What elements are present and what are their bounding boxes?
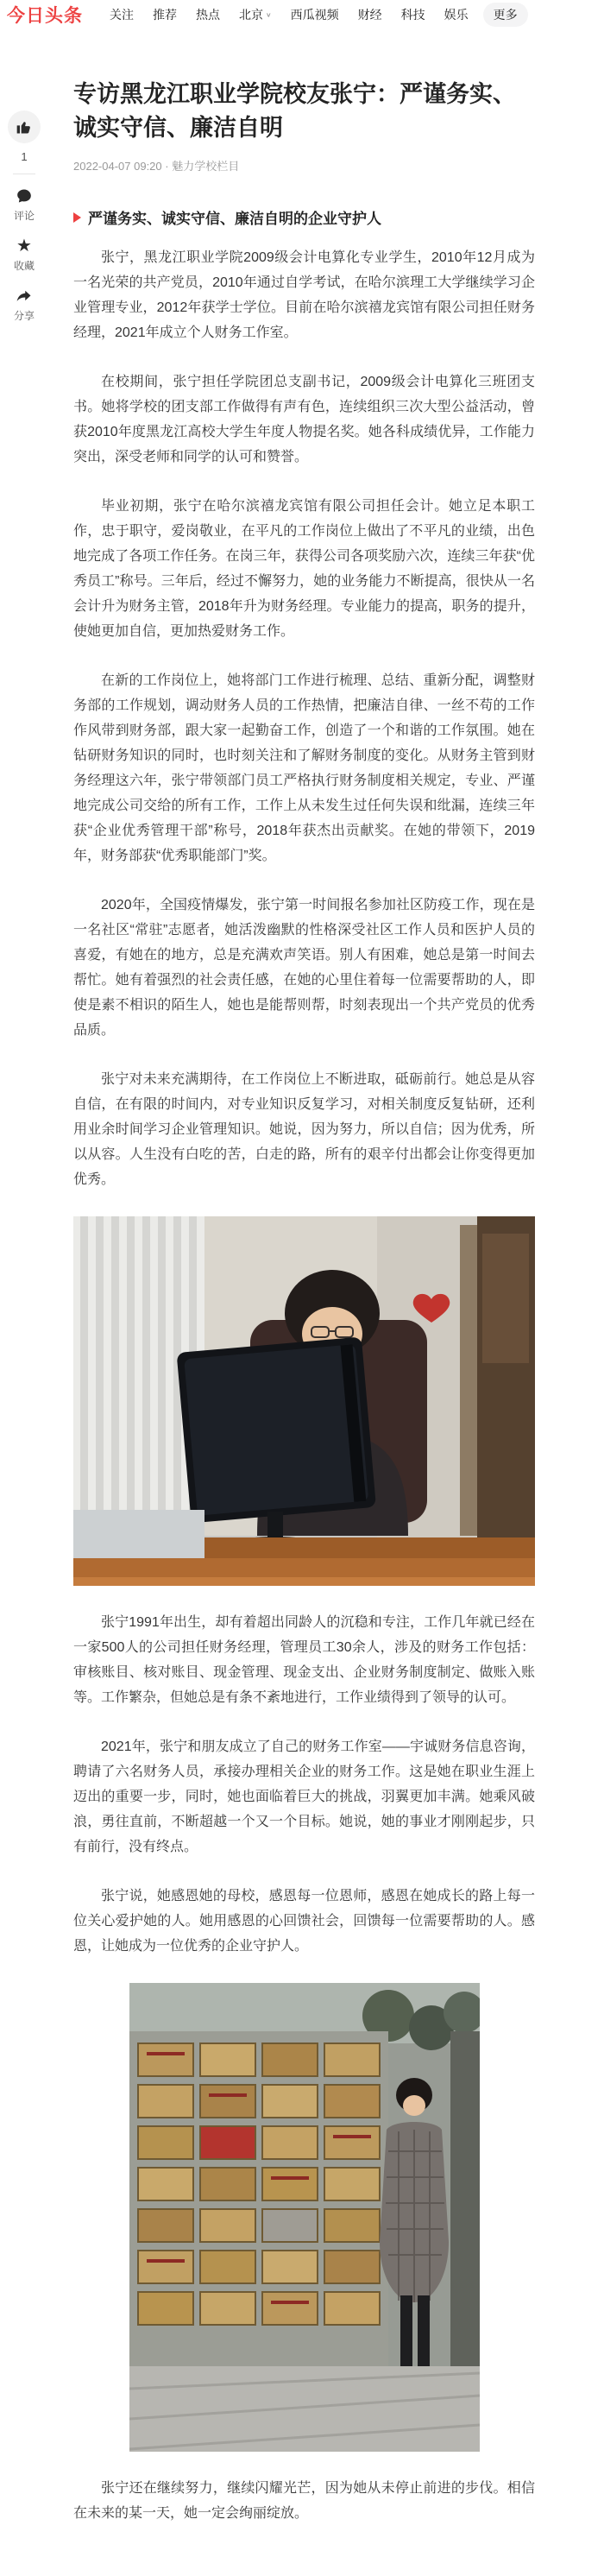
paragraph: 张宁1991年出生，却有着超出同龄人的沉稳和专注，工作几年就已经在一家500人的公司担任财务经理，管理员工30余人，涉及的财务工作包括：审核账目、核对账目、现金管理、现金支出、企业财务制度制定、做账入账等。工作繁杂，但她总是有条不紊地进行，工作业绩得到了领导的认可。 — [73, 1615, 535, 1705]
section-heading: 严谨务实、诚实守信、廉洁自明的企业守护人 — [73, 206, 535, 228]
paragraph: 2021年，张宁和朋友成立了自己的财务工作室——宇诚财务信息咨询，聘请了六名财务人员，承接办理相关企业的财务工作。这是她在职业生涯上迈出的重要一步，同时，她也面临着巨大的挑战，羽翼更加丰满。她乘风破浪，勇往直前，不断超越一个又一个目标。她说，她的事业才刚刚起步，只有前行，没有终点。 — [73, 1739, 535, 1854]
article-photo-plaques[interactable] — [129, 1983, 480, 2452]
paragraph: 张宁对未来充满期待，在工作岗位上不断进取，砥砺前行。她总是从容自信，在有限的时间内，对专业知识反复学习，对相关制度反复钻研，还利用业余时间学习企业管理知识。她说，因为努力，所以自信；因为优秀，所以从容。人生没有白吃的苦，白走的路，所有的艰辛付出都会让你变得更加优秀。 — [73, 1072, 535, 1187]
like-button[interactable] — [8, 110, 41, 143]
nav-links — [102, 3, 528, 27]
comment-label: 评论 — [13, 210, 35, 222]
chevron-down-icon: ∨ — [266, 10, 272, 18]
red-triangle-icon — [73, 212, 81, 223]
paragraph: 张宁说，她感恩她的母校，感恩每一位恩师，感恩在她成长的路上每一位关心爱护她的人。她用感恩的心回馈社会，回馈每一位需要帮助的人。感恩，让她成为一位优秀的企业守护人。 — [73, 1889, 535, 1954]
nav-item-entertainment[interactable]: 娱乐 — [444, 8, 469, 22]
nav-item-hot[interactable]: 热点 — [196, 8, 220, 22]
nav-item-follow[interactable]: 关注 — [110, 8, 134, 22]
nav-item-more[interactable]: 更多 — [483, 3, 528, 27]
article-meta: 2022-04-07 09:20 · 魅力学校栏目 — [73, 160, 240, 173]
share-label: 分享 — [13, 310, 35, 322]
favorite-label: 收藏 — [13, 260, 35, 272]
nav-item-recommend[interactable]: 推荐 — [153, 8, 177, 22]
paragraph: 在新的工作岗位上，她将部门工作进行梳理、总结、重新分配，调整财务部的工作规划，调动财务人员的工作热情，把廉洁自律、一丝不苟的工作作风带到财务部，跟大家一起勤奋工作，创造了一个和谐的工作氛围。她在钻研财务知识的同时，也时刻关注和了解财务制度的变化。从财务主管到财务经理这六年，张宁带领部门员工严格执行财务制度相关规定，专业、严谨地完成公司交给的所有工作，工作上从未发生过任何失误和纰漏，连续三年获“企业优秀管理干部”称号，2018年获杰出贡献奖。在她的带领下，2019年，财务部获“优秀职能部门”奖。 — [73, 673, 535, 863]
like-count: 1 — [21, 150, 28, 163]
share-icon — [15, 287, 34, 306]
nav-item-xigua-video[interactable]: 西瓜视频 — [290, 8, 339, 22]
nav-item-tech[interactable]: 科技 — [400, 8, 425, 22]
comment-button[interactable] — [14, 186, 35, 223]
paragraph: 在校期间，张宁担任学院团总支副书记，2009级会计电算化三班团支书。她将学校的团支部工作做得有声有色，连续组织三次大型公益活动，曾获2010年度黑龙江高校大学生年度人物提名奖。她各科成绩优异，工作能力突出，深受老师和同学的认可和赞誉。 — [73, 375, 535, 464]
article — [73, 29, 535, 2576]
article-photo-office[interactable] — [73, 1216, 535, 1586]
comment-icon — [15, 186, 34, 205]
star-icon: ★ — [16, 237, 32, 256]
paragraph: 毕业初期，张宁在哈尔滨禧龙宾馆有限公司担任会计。她立足本职工作，忠于职守，爱岗敬业，在平凡的工作岗位上做出了不平凡的业绩，出色地完成了各项工作任务。在岗三年，获得公司各项奖励六次，连续三年获“优秀员工”称号。三年后，经过不懈努力，她的业务能力不断提高，很快从一名会计升为财务主管，2018年升为财务经理。专业能力的提高，职务的提升，使她更加自信，更加热爱财务工作。 — [73, 499, 535, 639]
toutiao-logo[interactable]: 今日头条 — [7, 6, 83, 26]
paragraph: 2020年，全国疫情爆发，张宁第一时间报名参加社区防疫工作，现在是一名社区“常驻”志愿者，她活泼幽默的性格深受社区工作人员和医护人员的喜爱，有她在的地方，总是充满欢声笑语。别人有困难，她总是第一时间去帮忙。她有着强烈的社会责任感，在她的心里住着每一位需要帮助的人，即使是素不相识的陌生人，她也是能帮则帮，时刻表现出一个共产党员的优秀品质。 — [73, 898, 535, 1038]
top-navigation — [0, 0, 604, 29]
favorite-button[interactable] — [14, 237, 35, 273]
thumbs-up-icon — [16, 118, 33, 136]
action-rail — [0, 110, 48, 337]
paragraph: 张宁还在继续努力，继续闪耀光芒，因为她从未停止前进的步伐。相信在未来的某一天，她一定会绚丽绽放。 — [73, 2481, 535, 2521]
page-title: 专访黑龙江职业学院校友张宁：严谨务实、诚实守信、廉洁自明 — [73, 81, 516, 141]
nav-item-finance[interactable]: 财经 — [357, 8, 382, 22]
nav-item-beijing[interactable]: 北京 ∨ — [239, 8, 272, 22]
paragraph: 张宁，黑龙江职业学院2009级会计电算化专业学生，2010年12月成为一名光荣的共产党员，2010年通过自学考试，在哈尔滨理工大学继续学习企业管理专业，2012年获学士学位。目前在哈尔滨禧龙宾馆有限公司担任财务经理，2021年成立个人财务工作室。 — [73, 250, 535, 340]
share-button[interactable] — [14, 287, 35, 323]
